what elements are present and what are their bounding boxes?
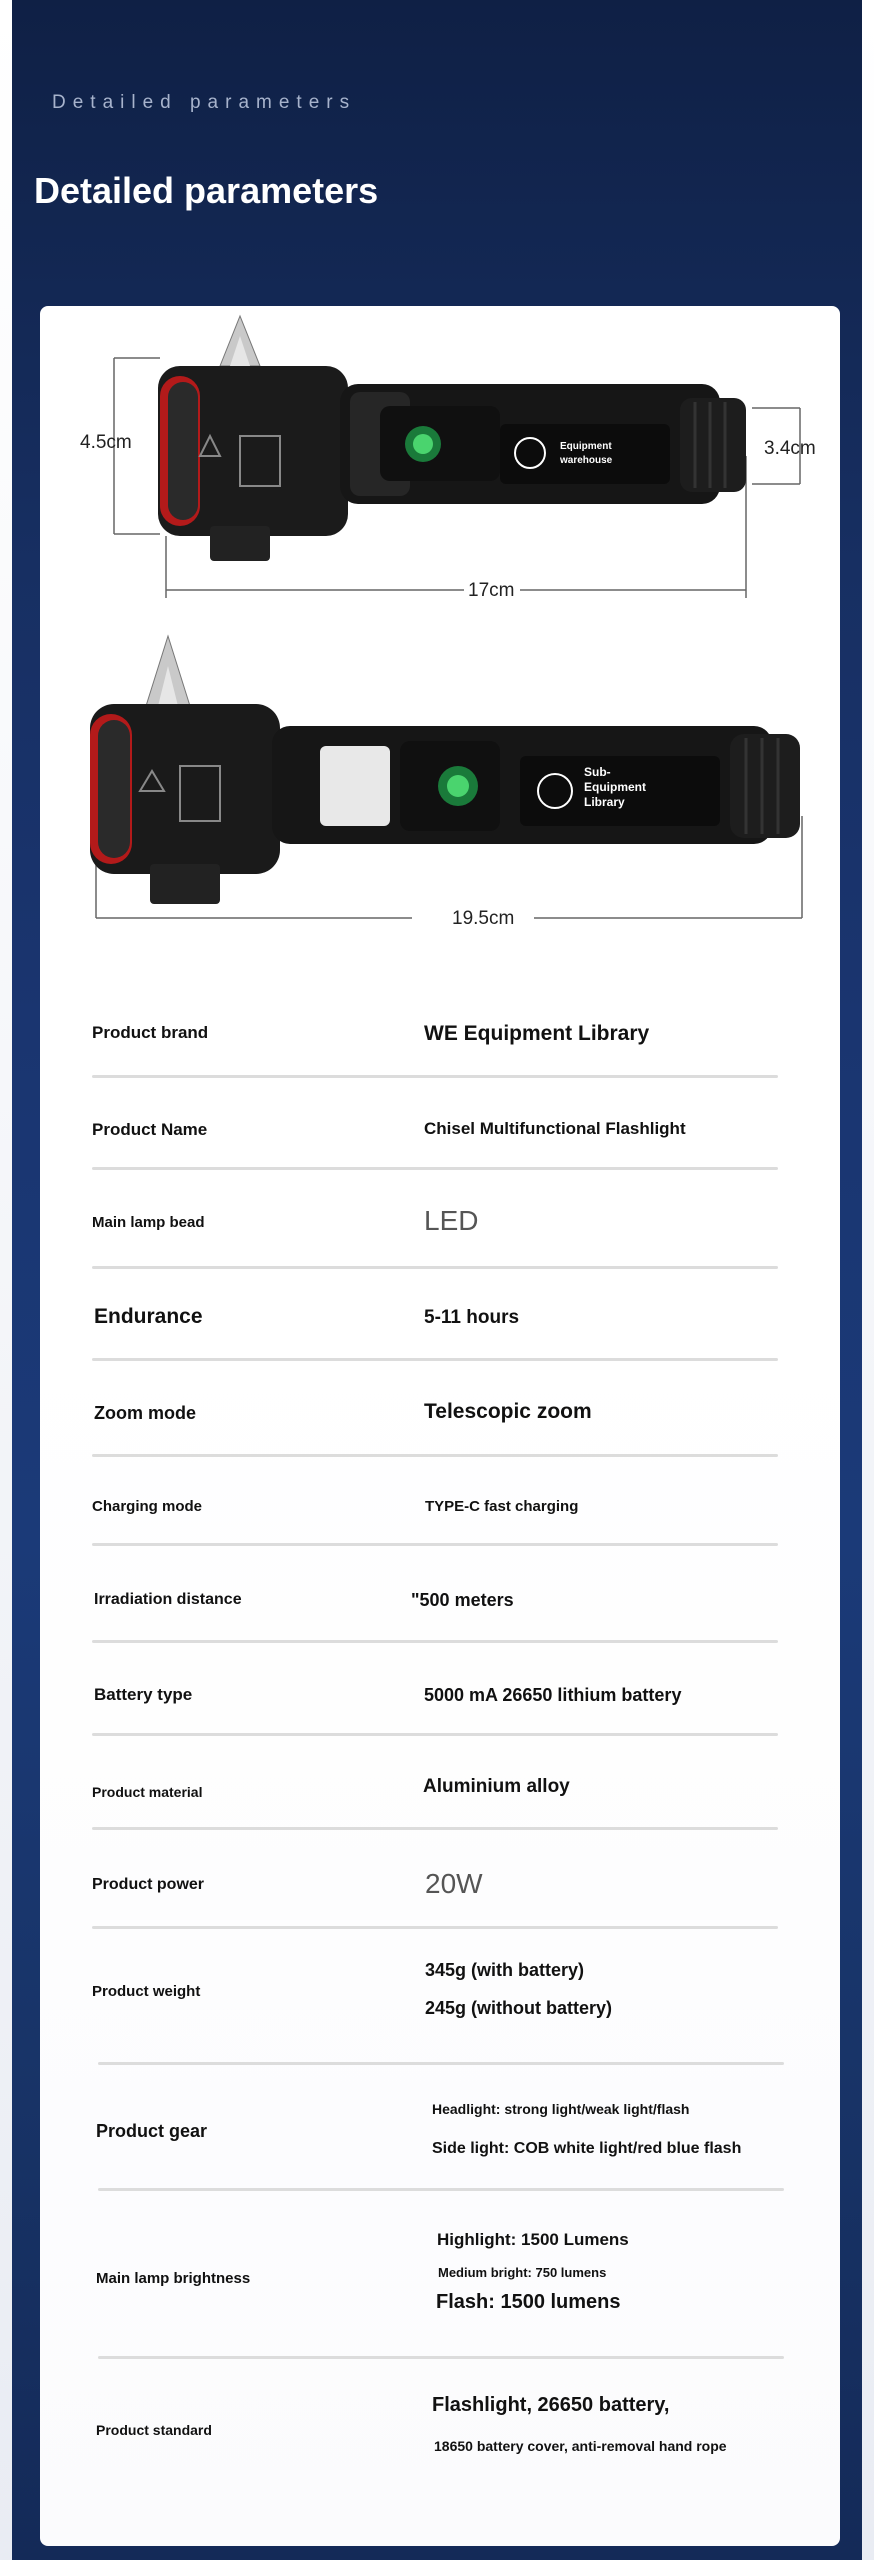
right-page-edge [862,0,874,2560]
spec-label: Main lamp bead [92,1214,205,1231]
spec-value: "500 meters [411,1590,514,1610]
flashlight-image-top [40,306,840,606]
spec-value: 20W [425,1868,483,1899]
spec-label: Battery type [94,1685,193,1704]
row-divider [92,1827,778,1830]
spec-label: Charging mode [92,1498,203,1515]
row-divider [92,1640,778,1643]
spec-value: Side light: COB white light/red blue flash [432,2140,742,2157]
row-divider [92,1266,778,1269]
left-page-edge [0,0,12,2560]
spec-label: Product standard [96,2422,212,2438]
row-divider [92,1454,778,1457]
spec-value: 345g (with battery) [425,1960,585,1980]
spec-value: Flashlight, 26650 battery, [432,2394,670,2416]
spec-label: Main lamp brightness [96,2270,251,2287]
row-divider [98,2356,784,2359]
row-divider [92,1075,778,1078]
spec-label: Product brand [92,1023,209,1042]
spec-label: Product weight [92,1983,201,2000]
spec-label: Endurance [94,1305,203,1328]
logo2-text-line2: Equipment [584,780,646,794]
logo2-text-line3: Library [584,795,625,809]
logo-text-line2: warehouse [560,455,613,466]
row-divider [98,2188,784,2191]
parameters-card [40,306,840,2546]
spec-label: Product Name [92,1120,208,1139]
spec-value: WE Equipment Library [424,1022,650,1045]
spec-value: 18650 battery cover, anti-removal hand rope [434,2438,727,2454]
spec-value: Aluminium alloy [423,1776,570,1797]
spec-label: Zoom mode [94,1403,196,1423]
flashlight-image-bottom [40,616,840,926]
spec-value: Chisel Multifunctional Flashlight [424,1119,686,1138]
spec-value: 5-11 hours [424,1307,520,1328]
spec-value: Telescopic zoom [424,1400,592,1423]
length-label-bottom: 19.5cm [452,908,515,926]
logo2-text-line1: Sub- [584,765,611,779]
length-label-top: 17cm [468,580,515,601]
section-subtitle: Detailed parameters [52,92,357,113]
spec-value: Highlight: 1500 Lumens [437,2230,629,2249]
tail-diameter-label: 3.4cm [764,438,816,459]
spec-value: LED [424,1205,479,1236]
spec-value: TYPE-C fast charging [425,1498,579,1515]
spec-value: 245g (without battery) [425,1998,613,2018]
row-divider [92,1358,778,1361]
row-divider [98,2062,784,2065]
spec-label: Product material [92,1784,203,1800]
row-divider [92,1543,778,1546]
spec-label: Product gear [96,2121,208,2141]
spec-label: Irradiation distance [94,1591,242,1608]
row-divider [92,1733,778,1736]
spec-value: 5000 mA 26650 lithium battery [424,1685,682,1705]
spec-value: Medium bright: 750 lumens [438,2265,607,2280]
section-title: Detailed parameters [34,170,379,211]
row-divider [92,1167,778,1170]
spec-value: Flash: 1500 lumens [436,2291,621,2313]
logo-text-line1: Equipment [560,441,612,452]
spec-value: Headlight: strong light/weak light/flash [432,2101,690,2117]
row-divider [92,1926,778,1929]
spec-label: Product power [92,1876,205,1893]
head-diameter-label: 4.5cm [80,432,132,453]
